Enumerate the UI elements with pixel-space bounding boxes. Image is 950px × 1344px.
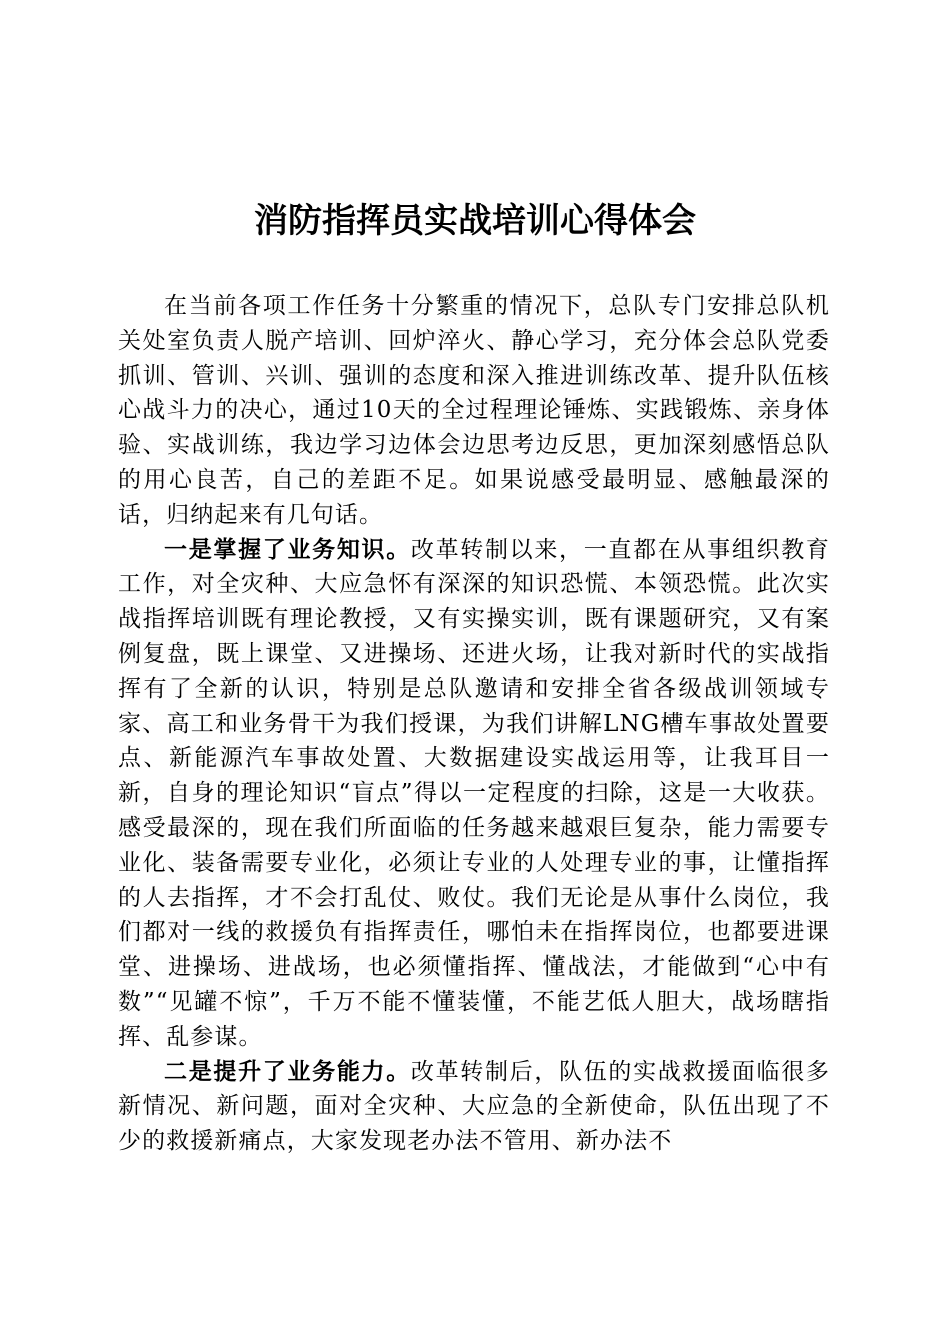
paragraph-point-one-text: 改革转制以来，一直都在从事组织教育工作，对全灾种、大应急怀有深深的知识恐慌、本领恐慌。此次实战指挥培训既有理论教授，又有实操实训，既有课题研究，又有案例复盘，既上课堂、又进操场、还进火场，让我对新时代的实战指挥有了全新的认识，特别是总队邀请和安排全省各级战训领域专家、高工和业务骨干为我们授课，为我们讲解LNG槽车事故处置要点、新能源汽车事故处置、大数据建设实战运用等，让我耳目一新，自身的理论知识“盲点”得以一定程度的扫除，这是一大收获。感受最深的，现在我们所面临的任务越来越艰巨复杂，能力需要专业化、装备需要专业化，必须让专业的人处理专业的事，让懂指挥的人去指挥，才不会打乱仗、败仗。我们无论是从事什么岗位，我们都对一线的救援负有指挥责任，哪怕未在指挥岗位，也都要进课堂、进操场、进战场，也必须懂指挥、懂战法，才能做到“心中有数”“见罐不惊”，千万不能不懂装懂，不能艺低人胆大，战场瞎指挥、乱参谋。: [118, 536, 831, 1050]
paragraph-intro-text: 在当前各项工作任务十分繁重的情况下，总队专门安排总队机关处室负责人脱产培训、回炉淬火、静心学习，充分体会总队党委抓训、管训、兴训、强训的态度和深入推进训练改革、提升队伍核心战斗力的决心，通过10天的全过程理论锤炼、实践锻炼、亲身体验、实战训练，我边学习边体会边思考边反思，更加深刻感悟总队的用心良苦，自己的差距不足。如果说感受最明显、感触最深的话，归纳起来有几句话。: [118, 293, 830, 528]
paragraph-point-two: [118, 1055, 830, 1159]
paragraph-point-two-lead: 二是提升了业务能力。: [164, 1057, 411, 1085]
document-title: 消防指挥员实战培训心得体会: [254, 201, 696, 241]
paragraph-point-two-text: 改革转制后，队伍的实战救援面临很多新情况、新问题，面对全灾种、大应急的全新使命，队伍出现了不少的救援新痛点，大家发现老办法不管用、新办法不: [118, 1058, 831, 1155]
paragraph-point-one: [118, 533, 830, 1055]
paragraph-intro: [118, 289, 830, 533]
document-body: [118, 289, 830, 1159]
paragraph-point-one-lead: 一是掌握了业务知识。: [164, 535, 411, 563]
